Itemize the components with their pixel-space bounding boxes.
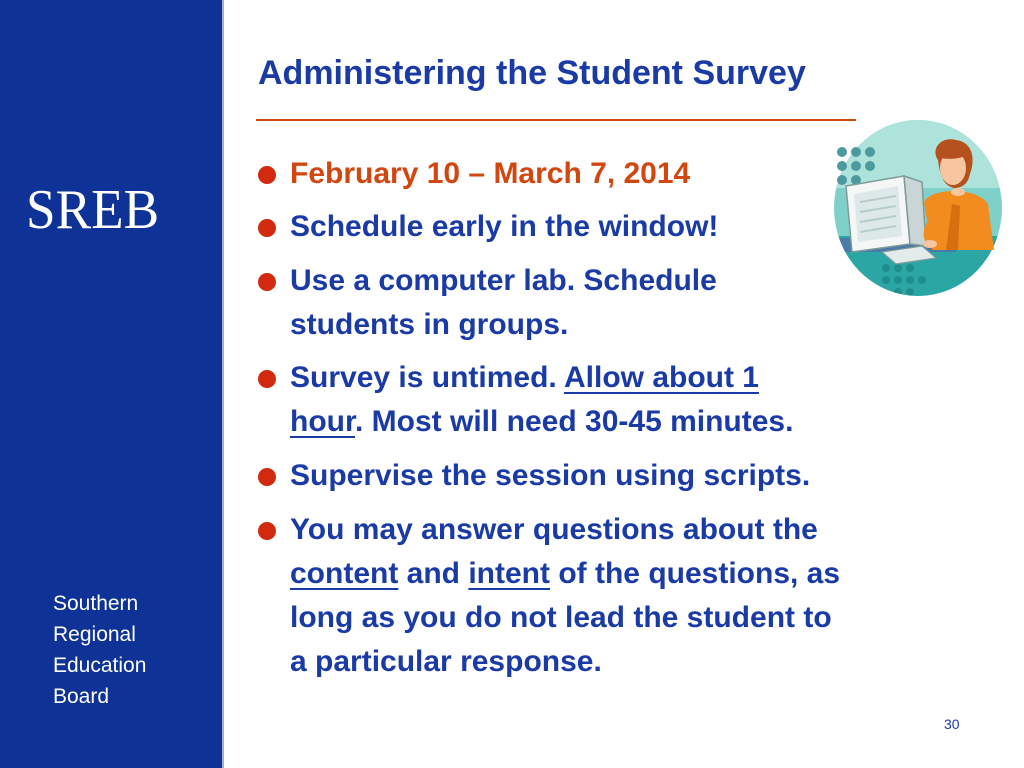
bullet-text: Survey is untimed. — [290, 361, 564, 394]
bullet-text: Supervise the session using scripts. — [290, 459, 811, 492]
org-line-3: Education — [53, 654, 147, 677]
underlined-text: content — [290, 557, 399, 590]
bullet-text: long as you do not lead the student to — [290, 601, 832, 634]
sidebar-divider — [222, 0, 224, 768]
org-line-2: Regional — [53, 623, 136, 646]
underlined-text: Allow about 1 — [563, 361, 759, 394]
bullet-text: . Most will need 30-45 minutes. — [355, 405, 794, 438]
woman-at-computer-icon — [826, 118, 1004, 300]
organization-name — [53, 588, 146, 712]
title-divider — [256, 119, 856, 121]
org-line-4: Board — [53, 685, 110, 708]
bullet-dot-icon — [258, 370, 276, 388]
survey-dates: February 10 – March 7, 2014 — [290, 157, 691, 190]
underlined-text: intent — [468, 557, 550, 590]
bullet-dot-icon — [258, 468, 276, 486]
bullet-dot-icon — [258, 166, 276, 184]
bullet-text: students in groups. — [290, 308, 569, 341]
bullet-dot-icon — [258, 273, 276, 291]
bullet-text: Use a computer lab. Schedule — [290, 264, 717, 297]
bullet-text: of the questions, as — [550, 557, 841, 590]
sreb-logo: SREB — [26, 179, 160, 241]
org-line-1: Southern — [53, 592, 139, 615]
bullet-text: You may answer questions about the — [290, 513, 818, 546]
bullet-text: a particular response. — [290, 645, 602, 678]
bullet-text: Schedule early in the window! — [290, 210, 719, 243]
underlined-text: hour — [290, 405, 355, 438]
bullet-dot-icon — [258, 522, 276, 540]
bullet-dot-icon — [258, 219, 276, 237]
page-number: 30 — [944, 716, 960, 732]
bullet-text: and — [398, 557, 469, 590]
slide-title: Administering the Student Survey — [258, 54, 806, 92]
